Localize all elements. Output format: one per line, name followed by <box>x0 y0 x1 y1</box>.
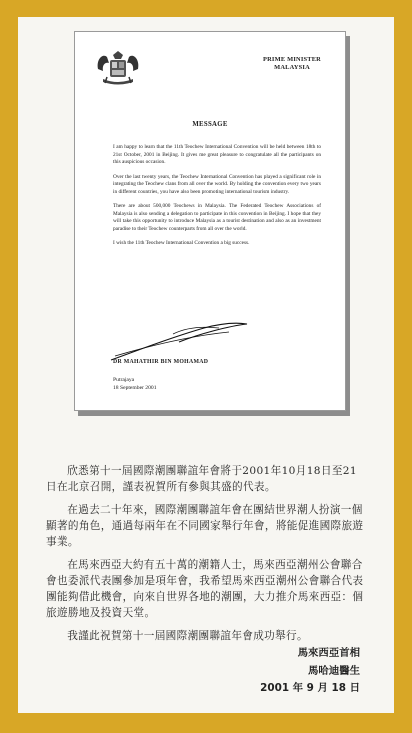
chinese-paragraph: 在馬來西亞大約有五十萬的潮籍人士，馬來西亞潮州公會聯合會也委派代表團參加是項年會，我希望馬來西亞潮州公會聯合代表團能夠借此機會，向來自世界各地的潮團，大力推介馬來西亞：個旅遊勝地及投資天堂。 <box>46 559 364 619</box>
letter-body <box>113 144 321 255</box>
document-page <box>18 17 394 713</box>
letter-place: Putrajaya <box>113 377 135 383</box>
signer-name: DR MAHATHIR BIN MOHAMAD <box>113 359 209 365</box>
letter-paragraph: I am happy to learn that the 11th Teochew International Convention will be held between 18th to 21st October, 2001 in Beijing. It gives me great pleasure to congratulate all the participants on this auspicious occasion. <box>113 144 321 165</box>
coat-of-arms-icon <box>95 51 141 87</box>
chinese-sign-date: 2001 年 9 月 18 日 <box>260 682 360 694</box>
chinese-signature-block <box>260 645 360 698</box>
chinese-paragraph: 欣悉第十一屆國際潮團聯誼年會將于2001年10月18日至21日在北京召開，謹表祝賀所有參與其盛的代表。 <box>46 465 357 493</box>
letter-paragraph: Over the last twenty years, the Teochew International Convention has played a significant role in integrating the Teochew clans from all over the world. By holding the convention every two years in different countries, you have also been promoting international tourism industry. <box>113 173 321 195</box>
letter-scan <box>74 31 346 411</box>
letter-paragraph: I wish the 11th Teochew International Convention a big success. <box>113 240 250 246</box>
chinese-signer-title: 馬來西亞首相 <box>297 647 360 659</box>
chinese-signer-name: 馬哈迪醫生 <box>308 664 360 677</box>
letter-paragraph: There are about 500,000 Teochews in Malaysia. The Federated Teochew Associations of Malaysia is also sending a delegation to participate in this convention in Beijing. I hope that they will take this opportunity to introduce Malaysia as a tourist destination and also as an investment paradise to their Teochew counterparts from all over the world. <box>113 203 321 232</box>
office-country: MALAYSIA <box>274 63 310 71</box>
chinese-translation <box>46 463 364 651</box>
letterhead-office <box>251 56 333 71</box>
chinese-paragraph: 在過去二十年來，國際潮團聯誼年會在團結世界潮人扮演一個顯著的角色，通過每兩年在不同國家舉行年會，將能促進國際旅遊事業。 <box>46 504 364 548</box>
office-title: PRIME MINISTER <box>262 56 321 63</box>
letter-date: 18 September 2001 <box>113 385 157 391</box>
chinese-paragraph: 我謹此祝賀第十一屆國際潮團聯誼年會成功舉行。 <box>67 630 308 642</box>
message-title: MESSAGE <box>192 121 228 128</box>
handwritten-signature <box>109 314 249 364</box>
